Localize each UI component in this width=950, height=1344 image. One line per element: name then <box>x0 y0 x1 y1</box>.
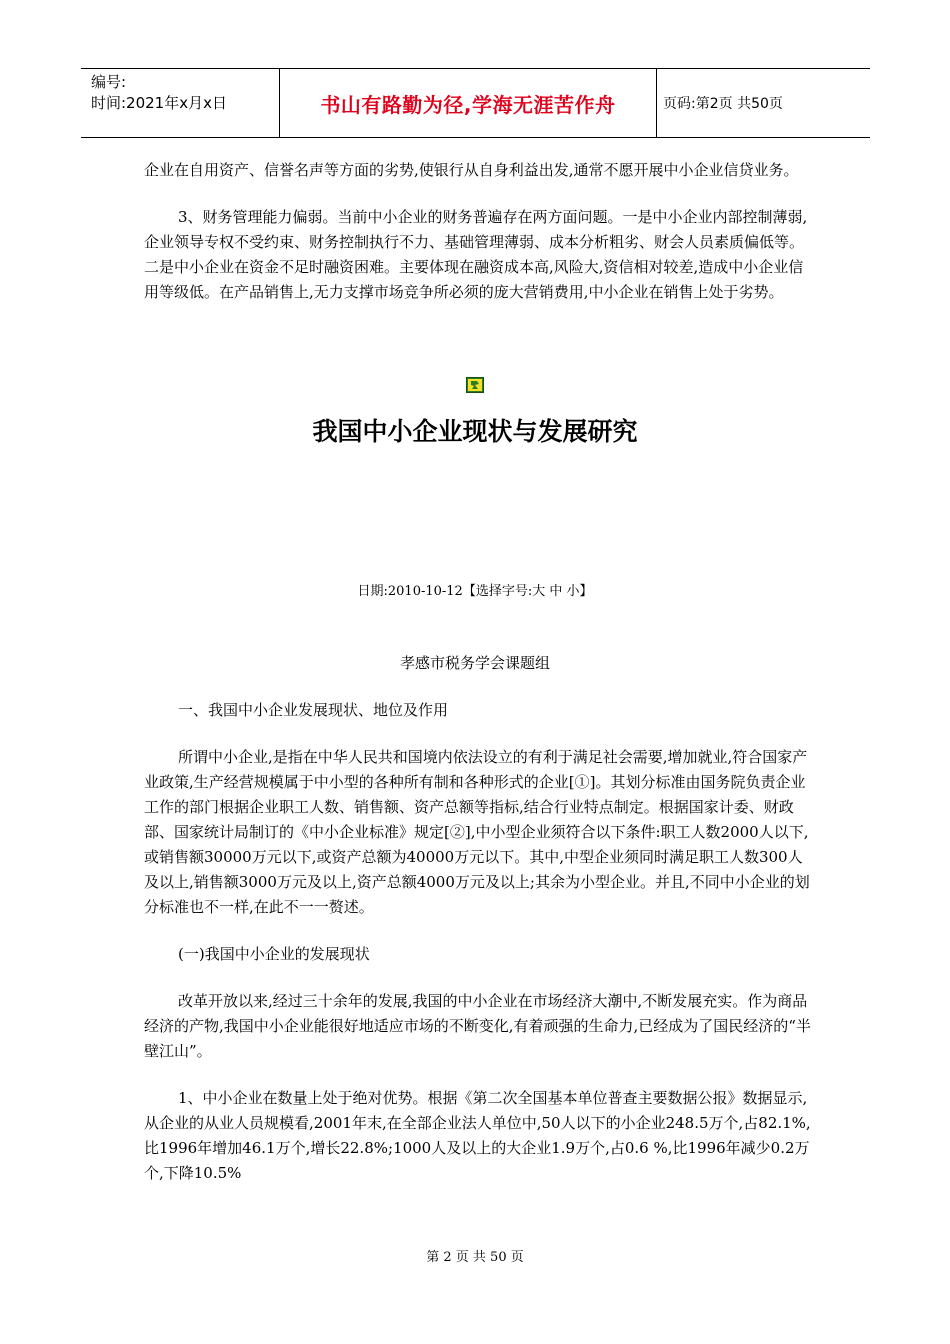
section-heading: (一)我国中小企业的发展现状 <box>178 945 370 963</box>
organization-name: 孝感市税务学会课题组 <box>399 654 550 672</box>
paragraph: 3、财务管理能力偏弱。当前中小企业的财务普遍存在两方面问题。一是中小企业内部控制薄弱,企业领导专权不受约束、财务控制执行不力、基础管理薄弱、成本分析粗劣、财会人员素质偏低等。二是中小企业在资金不足时融资困难。主要体现在融资成本高,风险大,资信相对较差,造成中小企业信用等级低。在产品销售上,无力支撑市场竞争所必须的庞大营销费用,中小企业在销售上处于劣势。 <box>144 208 808 301</box>
paragraph: 所谓中小企业,是指在中华人民共和国境内依法设立的有利于满足社会需要,增加就业,符合国家产业政策,生产经营规模属于中小型的各种所有制和各种形式的企业[①]。其划分标准由国务院负责企业工作的部门根据企业职工人数、销售额、资产总额等指标,结合行业特点制定。根据国家计委、财政部、国家统计局制订的《中小企业标准》规定[②],中小型企业须符合以下条件:职工人数2000人以下,或销售额30000万元以下,或资产总额为40000万元以下。其中,中型企业须同时满足职工人数300人及以上,销售额3000万元及以上,资产总额4000万元及以上;其余为小型企业。并且,不同中小企业的划分标准也不一样,在此不一一赘述。 <box>144 748 810 916</box>
document-time: 时间:2021年x月x日 <box>91 94 227 112</box>
main-content <box>144 698 812 1186</box>
top-content <box>144 158 812 305</box>
document-title: 我国中小企业现状与发展研究 <box>312 417 638 446</box>
paragraph: 企业在自用资产、信誉名声等方面的劣势,使银行从自身利益出发,通常不愿开展中小企业信贷业务。 <box>144 161 799 179</box>
header-motto: 书山有路勤为径,学海无涯苦作舟 <box>280 69 657 137</box>
green-yellow-document-logo-icon <box>466 377 484 393</box>
document-code: 编号: <box>91 73 127 91</box>
section-heading: 一、我国中小企业发展现状、地位及作用 <box>178 701 449 719</box>
date-font-size-line: 日期:2010-10-12【选择字号:大 中 小】 <box>357 584 593 599</box>
page-footer: 第 2 页 共 50 页 <box>426 1250 524 1265</box>
paragraph: 1、中小企业在数量上处于绝对优势。根据《第二次全国基本单位普查主要数据公报》数据显示,从企业的从业人员规模看,2001年末,在全部企业法人单位中,50人以下的小企业248.5万个,占82.1%,比1996年增加46.1万个,增长22.8%;1000人及以上的大企业1.9万个,占0.6 %,比1996年减少0.2万个,下降10.5% <box>144 1089 811 1182</box>
header-page-info: 页码:第2页 共50页 <box>663 96 783 112</box>
document-header <box>81 68 870 138</box>
paragraph: 改革开放以来,经过三十余年的发展,我国的中小企业在市场经济大潮中,不断发展充实。作为商品经济的产物,我国中小企业能很好地适应市场的不断变化,有着顽强的生命力,已经成为了国民经济的“半壁江山”。 <box>144 992 811 1060</box>
header-meta-cell <box>81 69 280 137</box>
